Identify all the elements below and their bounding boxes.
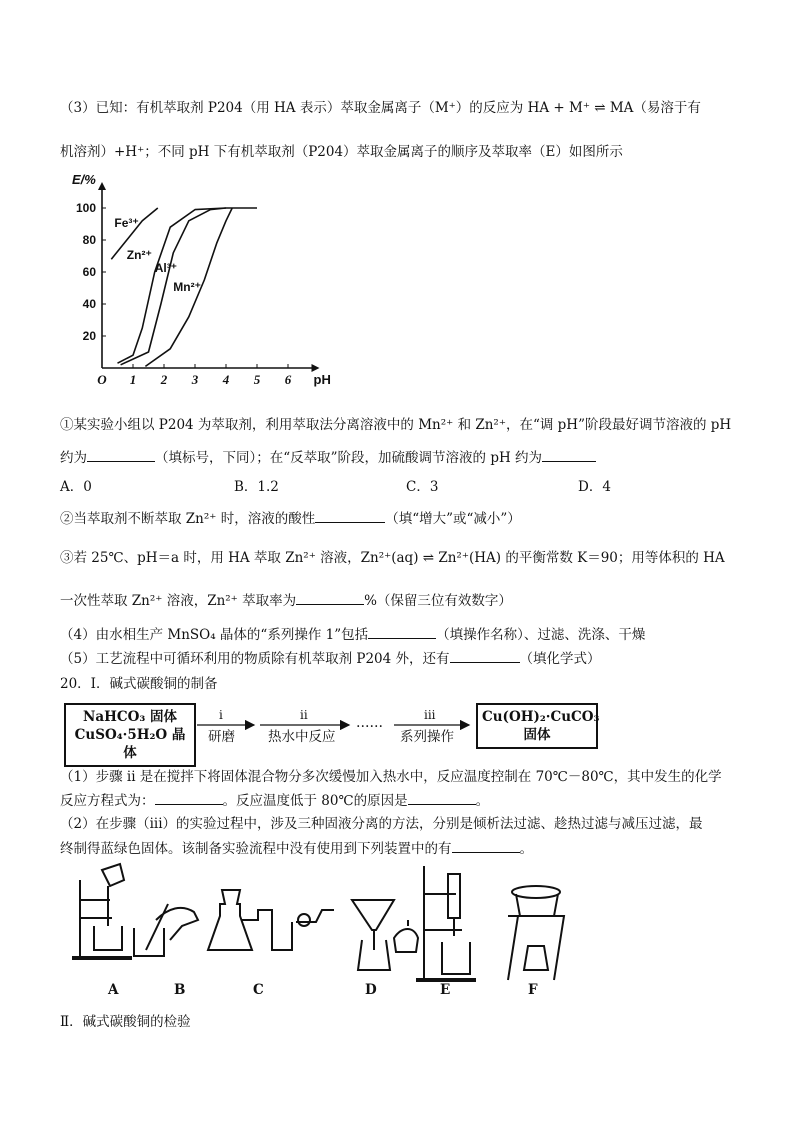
answer-blank-2[interactable] xyxy=(542,447,596,462)
apparatus-label-e: E xyxy=(440,982,451,998)
q3-1-option-d: D．4 xyxy=(578,479,611,495)
q3-line2: 机溶剂）+H⁺；不同 pH 下有机萃取剂（P204）萃取金属离子的顺序及萃取率（E）如图所示 xyxy=(60,144,623,160)
apparatus-label-f: F xyxy=(528,982,538,998)
q3-2-suffix: （填“增大”或“减小”） xyxy=(385,511,521,527)
y-tick-label: 20 xyxy=(82,329,96,343)
apparatus-d-funnel-filtration xyxy=(352,900,418,970)
series-label-al: Al³⁺ xyxy=(154,261,178,275)
q20-2-end: 。 xyxy=(519,841,533,857)
step-i-num: i xyxy=(219,708,223,722)
step-iii-label: 系列操作 xyxy=(400,729,454,745)
x-tick-label: 4 xyxy=(222,372,230,387)
step-ii-label: 热水中反应 xyxy=(268,729,336,745)
q3-3-line1: ③若 25℃、pH＝a 时，用 HA 萃取 Zn²⁺ 溶液，Zn²⁺(aq) ⇌ Zn²⁺(HA) 的平衡常数 K＝90；用等体积的 HA xyxy=(60,550,725,566)
q20-2-line1: （2）在步骤（iii）的实验过程中，涉及三种固液分离的方法，分别是倾析法过滤、趁热过滤与减压过滤，最 xyxy=(60,816,703,832)
series-label-fe: Fe³⁺ xyxy=(114,216,139,231)
step-i-label: 研磨 xyxy=(208,729,235,745)
apparatus-label-b: B xyxy=(174,982,186,998)
answer-blank-1[interactable] xyxy=(87,447,155,462)
answer-blank-5[interactable] xyxy=(368,624,436,639)
q4-line xyxy=(60,624,645,645)
answer-blank-7[interactable] xyxy=(155,790,223,805)
series-label-mn: Mn²⁺ xyxy=(173,280,201,295)
q3-1-line2 xyxy=(60,447,596,468)
preparation-flowchart xyxy=(64,703,604,761)
q3-3-line2 xyxy=(60,590,512,611)
q3-1-option-b: B．1.2 xyxy=(234,479,279,495)
q3-1-line2-mid: （填标号，下同）；在“反萃取”阶段，加硫酸调节溶液的 pH 约为 xyxy=(155,450,543,466)
q20-1-line2 xyxy=(60,790,489,811)
x-tick-label: 6 xyxy=(284,372,292,387)
y-tick-label: 100 xyxy=(75,201,96,215)
q4-prefix: （4）由水相生产 MnSO₄ 晶体的“系列操作 1”包括 xyxy=(60,627,369,643)
apparatus-b-beaker-stirring xyxy=(134,904,198,956)
answer-blank-8[interactable] xyxy=(408,790,476,805)
q3-1-option-c: C．3 xyxy=(406,479,439,495)
apparatus-a-pouring-stand xyxy=(72,864,132,958)
apparatus-c-suction-filtration xyxy=(208,890,334,950)
x-tick-label: 1 xyxy=(129,372,137,387)
q3-1-line2-prefix: 约为 xyxy=(60,450,87,466)
apparatus-label-c: C xyxy=(253,982,264,998)
product-box xyxy=(476,703,598,749)
q5-prefix: （5）工艺流程中可循环利用的物质除有机萃取剂 P204 外，还有 xyxy=(60,651,450,667)
y-tick-label: 40 xyxy=(82,297,96,311)
q3-2-prefix: ②当萃取剂不断萃取 Zn²⁺ 时，溶液的酸性 xyxy=(60,511,316,527)
q20-1-line1: （1）步骤 ii 是在搅拌下将固体混合物分多次缓慢加入热水中，反应温度控制在 70℃－80℃，其中发生的化学 xyxy=(60,769,722,785)
q20-1-end: 。 xyxy=(475,793,490,809)
q20-2-line2 xyxy=(60,838,533,859)
apparatus-label-d: D xyxy=(365,982,377,998)
q20-1-mid: 。反应温度低于 80℃的原因是 xyxy=(222,793,408,809)
q3-2-line xyxy=(60,508,521,529)
q20-1-prefix: 反应方程式为： xyxy=(60,793,155,809)
reactant-cuso4: CuSO₄·5H₂O 晶体 xyxy=(74,727,186,761)
q3-1-option-a: A．0 xyxy=(60,479,92,495)
product-state: 固体 xyxy=(523,727,551,743)
x-axis-arrow xyxy=(312,364,320,372)
apparatus-label-a: A xyxy=(108,982,119,998)
q20-2-prefix: 终制得蓝绿色固体。该制备实验流程中没有使用到下列装置中的有 xyxy=(60,841,452,857)
reactant-nahco3: NaHCO₃ 固体 xyxy=(83,709,177,725)
step-ii-num: ii xyxy=(300,708,308,722)
y-axis-arrow xyxy=(98,182,106,190)
q3-line1: （3）已知：有机萃取剂 P204（用 HA 表示）萃取金属离子（M⁺）的反应为 HA + M⁺ ⇌ MA（易溶于有 xyxy=(60,100,701,116)
x-tick-label: 5 xyxy=(253,372,261,387)
apparatus-f-evaporation xyxy=(508,886,564,980)
series-label-zn: Zn²⁺ xyxy=(126,248,152,263)
q4-suffix: （填操作名称）、过滤、洗涤、干燥 xyxy=(436,627,646,643)
y-tick-label: 60 xyxy=(82,265,96,279)
q3-1-line1: ①某实验小组以 P204 为萃取剂，利用萃取法分离溶液中的 Mn²⁺ 和 Zn²⁺，在“调 pH”阶段最好调节溶液的 pH xyxy=(60,417,732,433)
q5-line xyxy=(60,648,601,669)
product-formula: Cu(OH)₂·CuCO₃ xyxy=(482,709,600,725)
x-tick-label: O xyxy=(97,372,107,387)
apparatus-illustrations xyxy=(72,860,592,1000)
x-tick-label: 2 xyxy=(160,372,168,387)
x-tick-label: 3 xyxy=(191,372,199,387)
flow-dots: …… xyxy=(356,715,383,731)
apparatus-e-burette-stand xyxy=(416,866,476,980)
answer-blank-3[interactable] xyxy=(315,508,385,523)
x-axis-title: pH xyxy=(313,372,331,387)
y-tick-label: 80 xyxy=(82,233,96,247)
q20-part2-title: Ⅱ．碱式碳酸铜的检验 xyxy=(60,1014,191,1030)
q20-title: 20．Ⅰ．碱式碳酸铜的制备 xyxy=(60,676,218,692)
q3-3-prefix: 一次性萃取 Zn²⁺ 溶液，Zn²⁺ 萃取率为 xyxy=(60,593,297,609)
extraction-rate-chart xyxy=(70,170,340,395)
answer-blank-6[interactable] xyxy=(450,648,520,663)
q5-suffix: （填化学式） xyxy=(519,651,601,667)
answer-blank-9[interactable] xyxy=(452,838,520,853)
step-iii-num: iii xyxy=(424,708,436,722)
answer-blank-4[interactable] xyxy=(296,590,364,605)
q3-3-suffix: %（保留三位有效数字） xyxy=(364,593,512,609)
y-axis-title: E/% xyxy=(72,172,96,187)
